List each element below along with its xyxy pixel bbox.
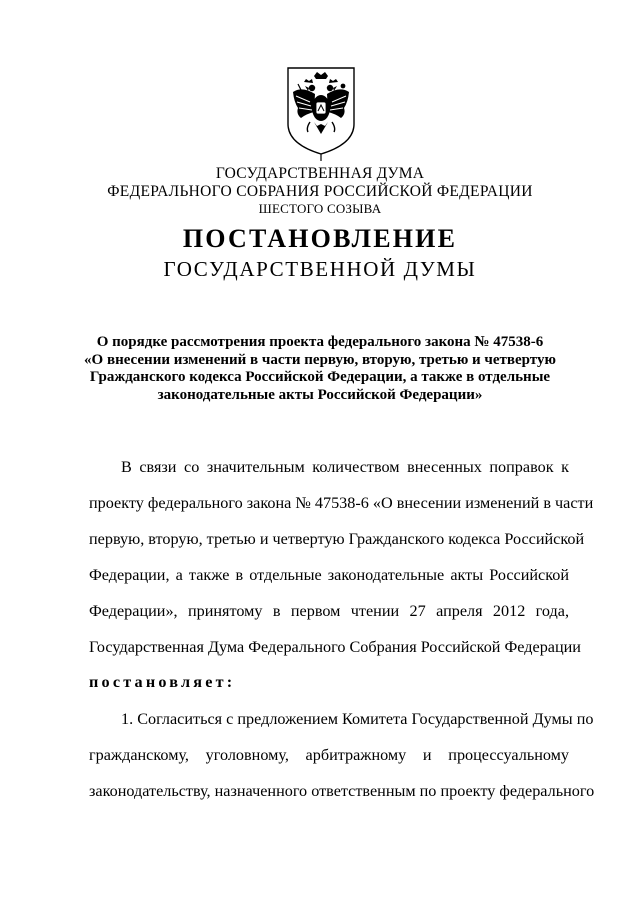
body-line: первую, вторую, третью и четвертую Гражданского кодекса Российской xyxy=(89,530,585,548)
body-line: Федерации, а также в отдельные законодательные акты Российской xyxy=(89,566,569,584)
body-line: 1. Согласиться с предложением Комитета Государственной Думы по xyxy=(121,710,594,728)
document-heading xyxy=(60,334,580,404)
body-line: В связи со значительным количеством внесенных поправок к xyxy=(121,458,569,476)
body-line: проекту федерального закона № 47538-6 «О внесении изменений в части xyxy=(89,494,594,512)
heading-line: Гражданского кодекса Российской Федерации, а также в отдельные xyxy=(89,369,551,385)
document-subtitle: ГОСУДАРСТВЕННОЙ ДУМЫ xyxy=(163,257,477,281)
header-line-convocation: ШЕСТОГО СОЗЫВА xyxy=(258,201,382,216)
heading-line: законодательные акты Российской Федерации» xyxy=(157,386,483,403)
coat-of-arms-of-russia-icon xyxy=(284,64,358,162)
header-line-duma: ГОСУДАРСТВЕННАЯ ДУМА xyxy=(215,165,425,182)
heading-line: О порядке рассмотрения проекта федерального закона № 47538-6 xyxy=(96,334,544,350)
body-line: законодательству, назначенного ответственным по проекту федерального xyxy=(89,782,595,800)
heading-line: «О внесении изменений в части первую, вторую, третью и четвертую xyxy=(84,351,556,368)
header-line-federal-assembly: ФЕДЕРАЛЬНОГО СОБРАНИЯ РОССИЙСКОЙ ФЕДЕРАЦИИ xyxy=(107,183,533,200)
body-line: гражданскому, уголовному, арбитражному и процессуальному xyxy=(89,746,569,764)
resolution-keyword: постановляет: xyxy=(89,673,236,691)
document-title: ПОСТАНОВЛЕНИЕ xyxy=(182,224,458,253)
body-line: Федерации», принятому в первом чтении 27 апреля 2012 года, xyxy=(89,602,569,620)
body-line: Государственная Дума Федерального Собрания Российской Федерации xyxy=(89,638,581,656)
